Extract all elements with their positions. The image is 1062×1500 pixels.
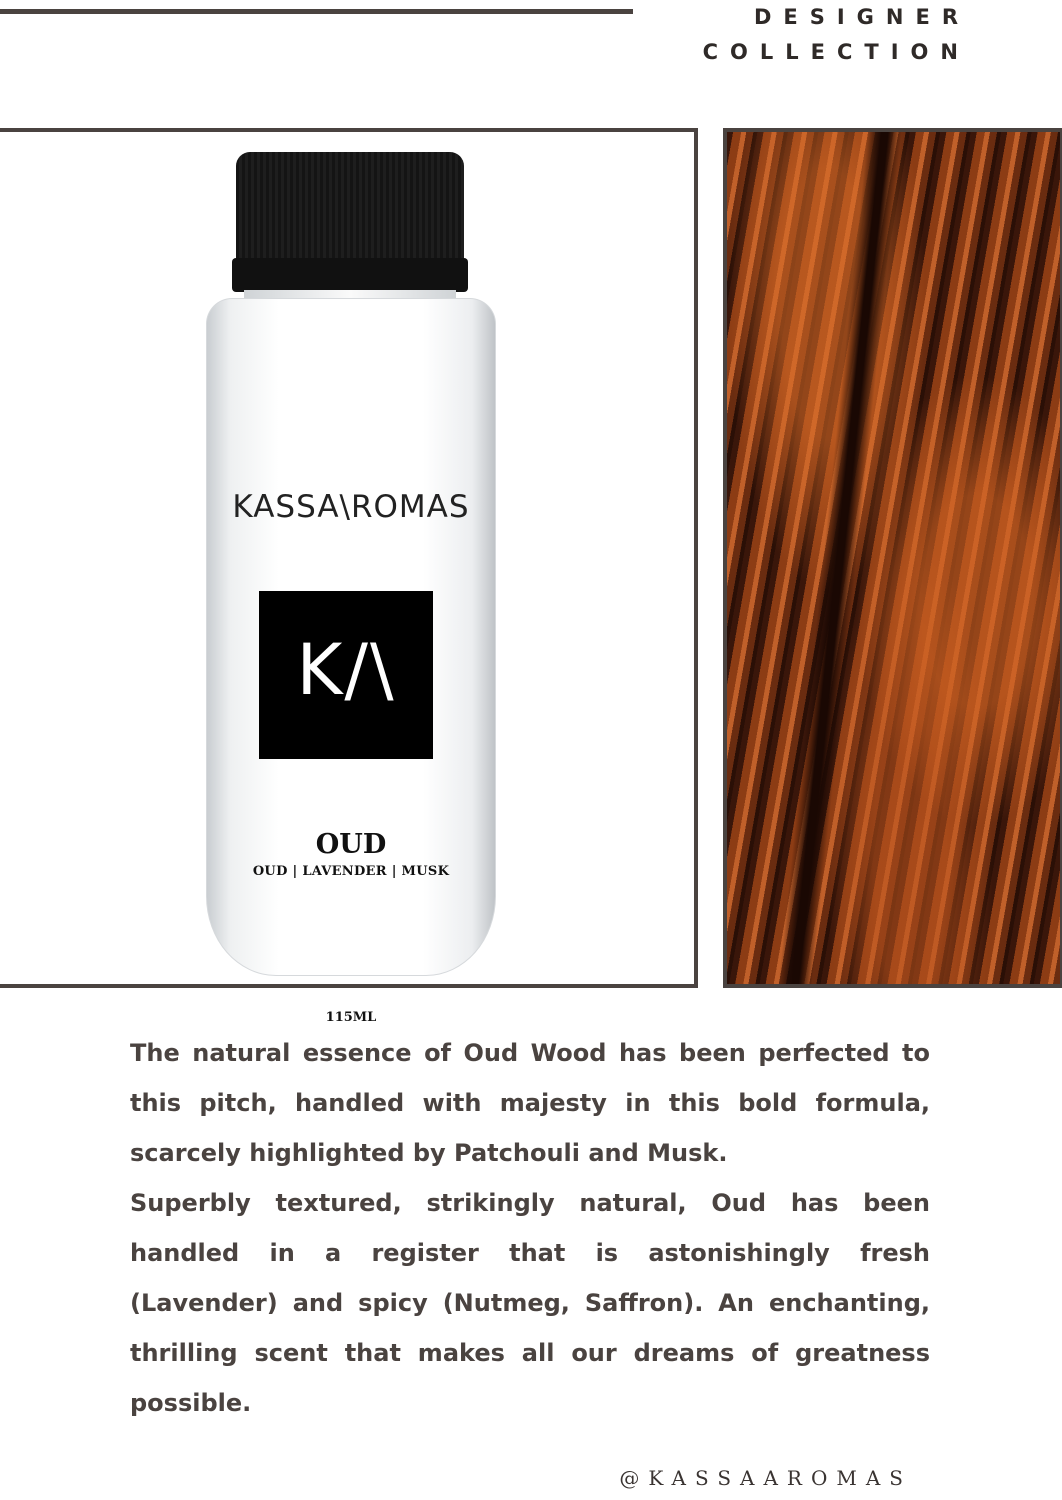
description-paragraph-2: Superbly textured, strikingly natural, Oud has been handled in a register that is astonishingly fresh (Lavender) and spicy (Nutmeg, Saffron). An enchanting, thrilling scent that makes all our dreams of greatness possible. — [130, 1189, 930, 1417]
collection-heading — [702, 0, 970, 70]
product-notes: OUD | LAVENDER | MUSK — [252, 864, 450, 879]
description-paragraph-1: The natural essence of Oud Wood has been perfected to this pitch, handled with majesty in this bold formula, scarcely highlighted by Patchouli and Musk. — [130, 1039, 930, 1167]
bottle-body — [206, 298, 496, 1025]
product-description — [130, 1028, 930, 1428]
bottle-cap-band — [232, 258, 468, 292]
social-handle: @KASSAAROMAS — [619, 1466, 912, 1490]
brand-name: KASSA\ROMAS — [232, 489, 470, 525]
logo-mark: K/\ — [296, 629, 396, 711]
oud-wood-image — [723, 128, 1062, 988]
heading-line-2: COLLECTION — [702, 40, 970, 64]
product-image-frame — [0, 128, 698, 1025]
product-volume: 115ML — [325, 1010, 377, 1025]
wood-texture — [727, 132, 1060, 984]
brand-logo — [259, 591, 433, 759]
bottle-image — [206, 152, 496, 1025]
heading-line-1: DESIGNER — [753, 5, 970, 29]
product-title: OUD — [315, 829, 387, 860]
top-divider — [0, 9, 633, 14]
